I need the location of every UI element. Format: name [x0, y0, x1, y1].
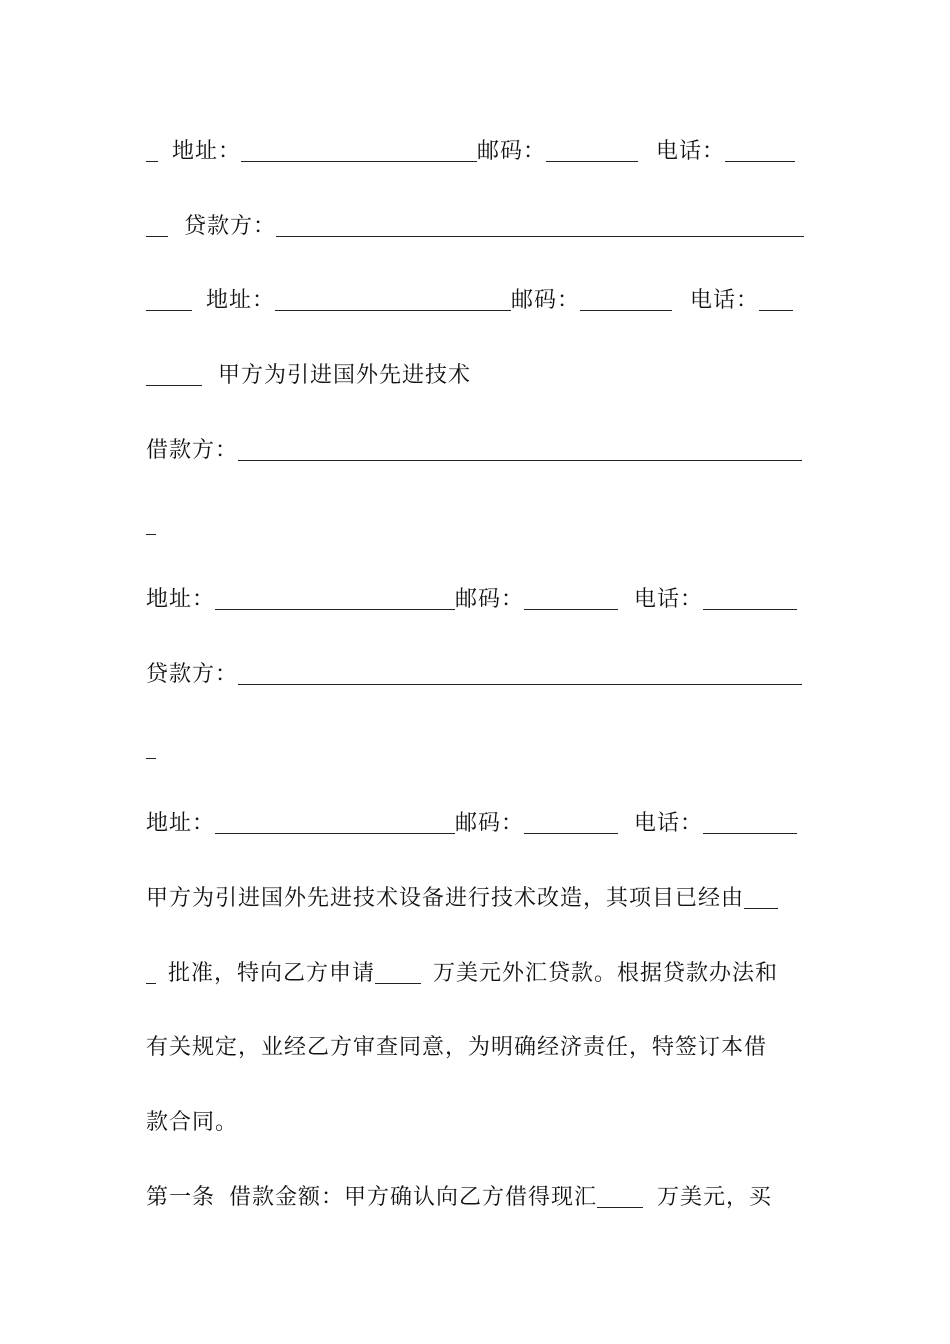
paragraph-text: 万美元外汇贷款。根据贷款办法和	[433, 961, 779, 986]
blank-line	[146, 505, 808, 545]
blank-field	[744, 886, 778, 909]
blank-field	[146, 288, 192, 311]
address-blank	[241, 139, 477, 162]
address-blank	[275, 288, 511, 311]
blank-field	[146, 363, 202, 386]
phone-blank	[725, 139, 795, 162]
postcode-blank	[580, 288, 672, 311]
blank-field	[146, 961, 156, 984]
address-label: 地址：	[146, 587, 216, 612]
phone-label: 电话：	[634, 587, 704, 612]
lender-label: 贷款方：	[146, 662, 239, 687]
paragraph-text: 有关规定，业经乙方审查同意，为明确经济责任，特签订本借	[146, 1035, 768, 1060]
amount-blank	[597, 1185, 643, 1208]
paragraph-text: 款合同。	[146, 1110, 239, 1135]
paragraph-text: 甲方为引进国外先进技术	[218, 363, 472, 388]
lender-line	[146, 655, 808, 695]
borrower-label: 借款方：	[146, 438, 239, 463]
lender-line	[146, 207, 808, 247]
phone-blank	[759, 288, 793, 311]
borrower-address-line	[146, 580, 808, 620]
postcode-label: 邮码：	[455, 811, 525, 836]
paragraph-text: 批准，特向乙方申请	[168, 961, 376, 986]
address-label: 地址：	[172, 139, 242, 164]
phone-blank	[703, 811, 797, 834]
postcode-label: 邮码：	[455, 587, 525, 612]
postcode-label: 邮码：	[477, 139, 547, 164]
lender-address-line	[146, 804, 808, 844]
blank-line	[146, 729, 808, 769]
postcode-blank	[524, 811, 618, 834]
phone-label: 电话：	[634, 811, 704, 836]
paragraph-line	[146, 879, 808, 919]
lender-address-line	[146, 281, 808, 321]
borrower-blank	[238, 438, 802, 461]
article-number: 第一条	[146, 1185, 216, 1210]
amount-blank	[375, 961, 421, 984]
blank-field	[146, 214, 168, 237]
paragraph-line	[146, 1103, 808, 1143]
address-blank	[215, 587, 455, 610]
blank-field	[146, 736, 156, 759]
lender-blank	[238, 662, 802, 685]
address-blank	[215, 811, 455, 834]
paragraph-text: 甲方为引进国外先进技术设备进行技术改造，其项目已经由	[146, 886, 745, 911]
lender-blank	[276, 214, 804, 237]
postcode-blank	[546, 139, 638, 162]
paragraph-line	[146, 356, 808, 396]
paragraph-line	[146, 1028, 808, 1068]
phone-label: 电话：	[656, 139, 726, 164]
borrower-line	[146, 431, 808, 471]
address-label: 地址：	[146, 811, 216, 836]
blank-field	[146, 139, 158, 162]
address-label: 地址：	[206, 288, 276, 313]
phone-label: 电话：	[690, 288, 760, 313]
postcode-label: 邮码：	[511, 288, 581, 313]
party-address-line	[146, 132, 808, 172]
article-line	[146, 1178, 808, 1218]
phone-blank	[703, 587, 797, 610]
postcode-blank	[524, 587, 618, 610]
paragraph-text: 万美元，买	[657, 1185, 773, 1210]
paragraph-line	[146, 954, 808, 994]
lender-label: 贷款方：	[184, 214, 277, 239]
paragraph-text: 借款金额：甲方确认向乙方借得现汇	[229, 1185, 598, 1210]
blank-field	[146, 512, 156, 535]
